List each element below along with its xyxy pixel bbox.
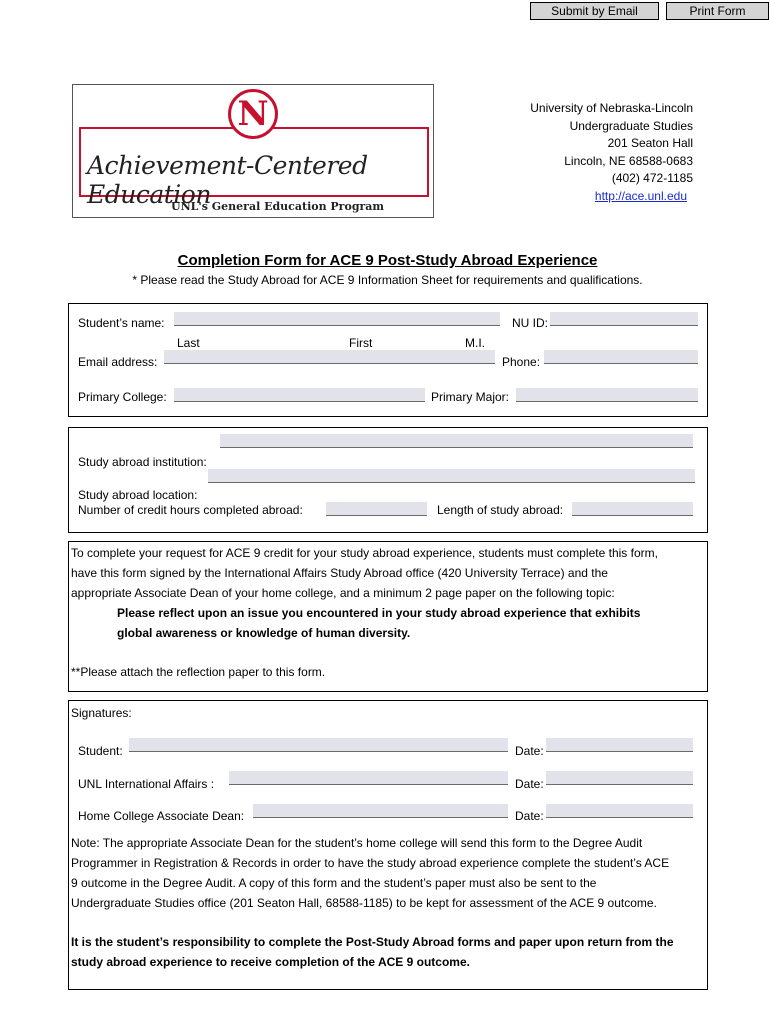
- student-signature-input[interactable]: [129, 738, 508, 752]
- note-line-2: Programmer in Registration & Records in order to have the study abroad experience complete the student’s ACE: [71, 856, 670, 870]
- responsibility-line-1: It is the student’s responsibility to complete the Post-Study Abroad forms and paper upon return from the: [71, 935, 674, 949]
- nuid-label: NU ID:: [512, 316, 548, 330]
- student-date-input[interactable]: [546, 738, 693, 752]
- topic-line-1: Please reflect upon an issue you encountered in your study abroad experience that exhibits: [117, 606, 641, 620]
- topic-line-2: global awareness or knowledge of human diversity.: [117, 626, 411, 640]
- institution-label: Study abroad institution:: [78, 455, 207, 469]
- institution-input[interactable]: [220, 434, 693, 448]
- student-name-input[interactable]: [174, 312, 500, 326]
- address-line-dept: Undergraduate Studies: [569, 118, 693, 133]
- nuid-input[interactable]: [550, 312, 698, 326]
- email-input[interactable]: [164, 350, 495, 364]
- dean-signature-label: Home College Associate Dean:: [78, 809, 245, 823]
- ace-logo: [72, 84, 434, 218]
- address-line-phone: (402) 472-1185: [611, 171, 693, 185]
- note-line-1: Note: The appropriate Associate Dean for the student’s home college will send this form to the Degree Audit: [71, 836, 643, 850]
- email-label: Email address:: [78, 355, 158, 369]
- credit-hours-input[interactable]: [326, 502, 427, 516]
- first-sublabel: First: [349, 336, 373, 350]
- instructions-section: [68, 541, 708, 692]
- form-subtitle: * Please read the Study Abroad for ACE 9 Information Sheet for requirements and qualifications.: [132, 273, 643, 287]
- student-date-label: Date:: [515, 744, 544, 758]
- address-block: [480, 100, 693, 205]
- study-abroad-section: [68, 427, 708, 533]
- student-info-section: [68, 303, 708, 417]
- submit-by-email-button[interactable]: Submit by Email: [530, 2, 659, 20]
- attach-note: **Please attach the reflection paper to this form.: [71, 665, 326, 679]
- primary-major-input[interactable]: [516, 388, 698, 402]
- dean-signature-input[interactable]: [253, 804, 508, 818]
- print-form-button[interactable]: Print Form: [666, 2, 769, 20]
- intl-affairs-signature-input[interactable]: [229, 771, 508, 785]
- intl-affairs-date-label: Date:: [515, 777, 544, 791]
- last-sublabel: Last: [177, 336, 200, 350]
- instructions-line-1: To complete your request for ACE 9 credit for your study abroad experience, students must complete this form,: [71, 546, 658, 560]
- credit-hours-label: Number of credit hours completed abroad:: [78, 503, 303, 517]
- intl-affairs-signature-label: UNL International Affairs :: [78, 777, 215, 791]
- instructions-line-3: appropriate Associate Dean of your home college, and a minimum 2 page paper on the following topic:: [71, 586, 615, 600]
- ace-website-link[interactable]: http://ace.unl.edu: [594, 188, 687, 203]
- phone-label: Phone:: [502, 355, 541, 369]
- note-line-4: Undergraduate Studies office (201 Seaton Hall, 68588-1185) to be kept for assessment of the ACE 9 outcome.: [71, 896, 657, 910]
- phone-input[interactable]: [544, 350, 698, 364]
- n-letter: N: [237, 94, 269, 134]
- instructions-line-2: have this form signed by the International Affairs Study Abroad office (420 University Terrace) and the: [71, 566, 608, 580]
- dean-date-label: Date:: [515, 809, 544, 823]
- form-title: Completion Form for ACE 9 Post-Study Abroad Experience: [177, 252, 598, 269]
- note-line-3: 9 outcome in the Degree Audit. A copy of this form and the student’s paper must also be sent to the: [71, 876, 597, 890]
- location-input[interactable]: [208, 469, 695, 483]
- signatures-section: [68, 700, 708, 990]
- n-logo-icon: [228, 89, 278, 139]
- primary-major-label: Primary Major:: [431, 390, 510, 404]
- logo-subtitle: UNL's General Education Program: [171, 200, 385, 213]
- length-input[interactable]: [572, 502, 693, 516]
- address-line-university: University of Nebraska-Lincoln: [530, 101, 693, 115]
- signatures-header: Signatures:: [71, 706, 132, 720]
- length-label: Length of study abroad:: [437, 503, 564, 517]
- responsibility-line-2: study abroad experience to receive completion of the ACE 9 outcome.: [71, 955, 470, 969]
- address-line-hall: 201 Seaton Hall: [607, 136, 693, 150]
- mi-sublabel: M.I.: [465, 336, 485, 350]
- address-line-city: Lincoln, NE 68588-0683: [564, 153, 693, 168]
- dean-date-input[interactable]: [546, 804, 693, 818]
- location-label: Study abroad location:: [78, 488, 198, 502]
- logo-title: Achievement-Centered Education: [87, 151, 368, 209]
- student-name-label: Student’s name:: [78, 316, 165, 330]
- intl-affairs-date-input[interactable]: [546, 771, 693, 785]
- student-signature-label: Student:: [78, 744, 123, 758]
- primary-college-input[interactable]: [174, 388, 425, 402]
- primary-college-label: Primary College:: [78, 390, 167, 404]
